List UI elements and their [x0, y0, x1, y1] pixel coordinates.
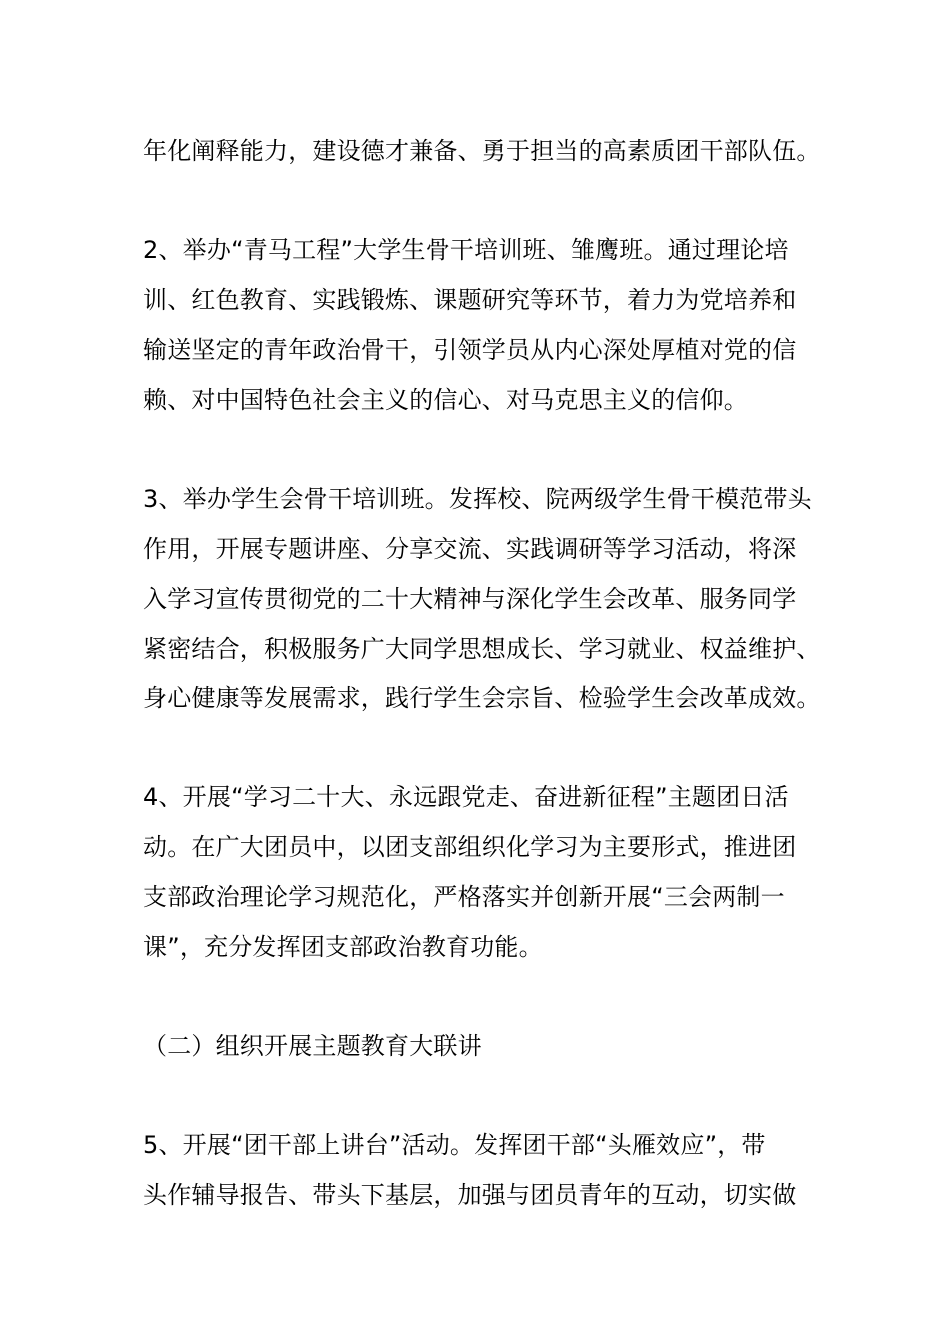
paragraph-3-line-3: 入学习宣传贯彻党的二十大精神与深化学生会改革、服务同学	[143, 585, 797, 613]
paragraph-4-line-4: 课”，充分发挥团支部政治教育功能。	[143, 933, 543, 961]
paragraph-3-line-1: 3、举办学生会骨干培训班。发挥校、院两级学生骨干模范带头	[143, 485, 812, 513]
paragraph-3-line-5: 身心健康等发展需求，践行学生会宗旨、检验学生会改革成效。	[143, 684, 821, 712]
paragraph-2-line-1: 2、举办“青马工程”大学生骨干培训班、雏鹰班。通过理论培	[143, 236, 789, 264]
paragraph-2-line-4: 赖、对中国特色社会主义的信心、对马克思主义的信仰。	[143, 386, 748, 414]
paragraph-4-line-1: 4、开展“学习二十大、永远跟党走、奋进新征程”主题团日活	[143, 783, 789, 811]
paragraph-3-line-4: 紧密结合，积极服务广大同学思想成长、学习就业、权益维护、	[143, 635, 821, 663]
paragraph-5-line-1: 5、开展“团干部上讲台”活动。发挥团干部“头雁效应”，带	[143, 1131, 766, 1159]
paragraph-2-line-2: 训、红色教育、实践锻炼、课题研究等环节，着力为党培养和	[143, 286, 797, 314]
paragraph-3-line-2: 作用，开展专题讲座、分享交流、实践调研等学习活动，将深	[143, 535, 797, 563]
section-heading: （二）组织开展主题教育大联讲	[143, 1032, 482, 1060]
paragraph-4-line-3: 支部政治理论学习规范化，严格落实并创新开展“三会两制一	[143, 883, 785, 911]
paragraph-5-line-2: 头作辅导报告、带头下基层，加强与团员青年的互动，切实做	[143, 1181, 797, 1209]
paragraph-1-line-1: 年化阐释能力，建设德才兼备、勇于担当的高素质团干部队伍。	[143, 137, 821, 165]
paragraph-2-line-3: 输送坚定的青年政治骨干，引领学员从内心深处厚植对党的信	[143, 336, 797, 364]
paragraph-4-line-2: 动。在广大团员中，以团支部组织化学习为主要形式，推进团	[143, 833, 797, 861]
